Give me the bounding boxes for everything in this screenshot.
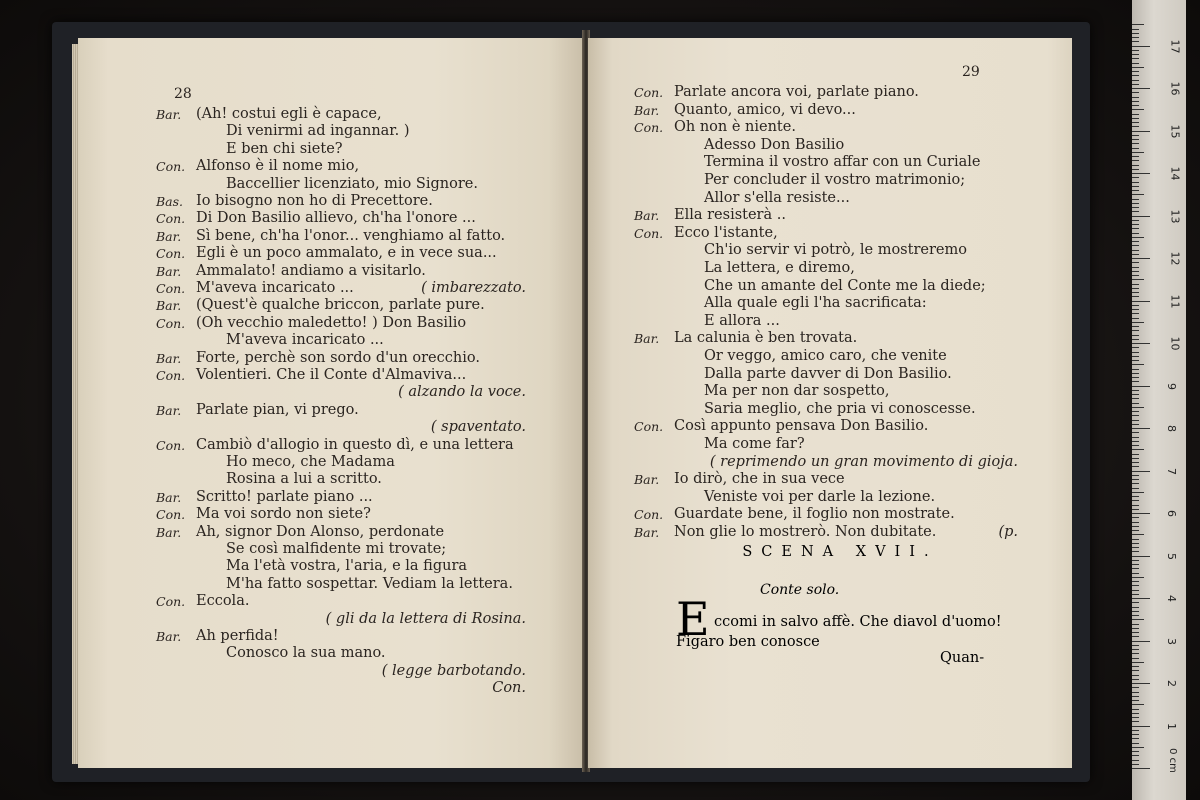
ruler-label: 11 (1168, 294, 1182, 308)
ruler-tick (1132, 534, 1144, 535)
ruler-tick (1132, 186, 1139, 187)
ruler-tick (1132, 556, 1150, 557)
verse-line: M'aveva incaricato ... (196, 280, 354, 296)
verse-line: M'aveva incaricato ... (226, 332, 384, 349)
ruler-tick (1132, 160, 1139, 161)
ruler-tick (1132, 658, 1139, 659)
verse-line: Di Don Basilio allievo, ch'ha l'onore ... (196, 210, 476, 227)
ruler-tick (1132, 46, 1150, 47)
left-page (78, 38, 584, 768)
verse-line: Allor s'ella resiste... (704, 189, 850, 206)
ruler-tick (1132, 199, 1139, 200)
verse-line: Ammalato! andiamo a visitarlo. (196, 262, 426, 279)
ruler-tick (1132, 653, 1139, 654)
ruler-unit-label: 0 cm (1166, 748, 1178, 773)
ruler-tick (1132, 165, 1139, 166)
stage-direction: ( gli da la lettera di Rosina. (325, 610, 526, 627)
ruler-tick (1132, 679, 1139, 680)
verse-line: Io dirò, che in sua vece (674, 471, 845, 488)
ruler-tick (1132, 284, 1139, 285)
ruler-tick (1132, 462, 1139, 463)
ruler-tick (1132, 500, 1139, 501)
ruler-tick (1132, 709, 1139, 710)
stage-direction: ( imbarezzato. (421, 280, 526, 296)
ruler-tick (1132, 135, 1139, 136)
ruler-label: 4 (1165, 595, 1178, 602)
verse-line: Ho meco, che Madama (226, 454, 395, 470)
verse-line: Ma per non dar sospetto, (704, 383, 890, 400)
speaker-label: Con. (634, 507, 664, 523)
ruler-tick (1132, 505, 1139, 506)
ruler-tick (1132, 381, 1139, 382)
speaker-label: Bar. (634, 331, 660, 347)
ruler-tick (1132, 143, 1139, 144)
verse-line: Dalla parte davver di Don Basilio. (704, 365, 952, 382)
ruler-label: 14 (1168, 166, 1182, 181)
ruler-tick (1132, 241, 1139, 242)
ruler-tick (1132, 598, 1150, 599)
verse-line: Sì bene, ch'ha l'onor... venghiamo al fatto. (196, 227, 506, 244)
verse-line: Ah perfida! (196, 628, 279, 644)
ruler-tick (1132, 41, 1139, 42)
speaker-label: Con. (634, 85, 664, 100)
verse-line: Se così malfidente mi trovate; (226, 541, 447, 557)
ruler-tick (1132, 207, 1139, 208)
ruler-tick (1132, 496, 1139, 497)
ruler-tick (1132, 513, 1150, 514)
ruler-tick (1132, 233, 1139, 234)
speaker-label: Con. (156, 368, 186, 383)
ruler-tick (1132, 24, 1144, 25)
ruler-tick (1132, 254, 1139, 255)
ruler-tick (1132, 611, 1139, 612)
speaker-label: Bar. (634, 525, 660, 540)
ruler-tick (1132, 101, 1139, 102)
verse-line: Ma voi sordo non siete? (196, 506, 371, 523)
stage-direction: Con. (492, 680, 526, 697)
ruler-tick (1132, 309, 1139, 310)
ruler-tick (1132, 734, 1139, 735)
verse-line: Ah, signor Don Alonso, perdonate (196, 523, 445, 540)
scene-subtitle: Conte solo. (760, 582, 840, 598)
verse-line: Alfonso è il nome mio, (196, 158, 360, 175)
verse-line: Oh non è niente. (674, 119, 796, 136)
ruler-tick (1132, 488, 1139, 489)
ruler-tick (1132, 670, 1139, 671)
speaker-label: Con. (156, 246, 186, 262)
ruler-tick (1132, 177, 1139, 178)
ruler-tick (1132, 628, 1139, 629)
verse-line: E allora ... (704, 312, 780, 329)
ruler-label: 15 (1168, 124, 1182, 138)
verse-line: Adesso Don Basilio (704, 136, 845, 153)
verse-line: Eccola. (196, 593, 250, 610)
ruler-tick (1132, 687, 1139, 688)
verse-line: Saria meglio, che pria vi conoscesse. (704, 400, 976, 417)
ruler-tick (1132, 109, 1144, 110)
ruler-tick (1132, 662, 1144, 663)
ruler-tick (1132, 296, 1139, 297)
ruler-label: 13 (1168, 209, 1182, 223)
ruler-tick (1132, 169, 1139, 170)
verse-line: Che un amante del Conte me la diede; (704, 277, 986, 294)
ruler-tick (1132, 458, 1139, 459)
speaker-label: Con. (634, 120, 664, 136)
ruler-tick (1132, 445, 1139, 446)
verse-line: Parlate ancora voi, parlate piano. (674, 84, 919, 100)
verse-line: Volentieri. Che il Conte d'Almaviva... (196, 367, 467, 383)
ruler-tick (1132, 424, 1139, 425)
ruler-tick (1132, 152, 1144, 153)
verse-line: Ma come far? (704, 436, 805, 452)
ruler-tick (1132, 675, 1139, 676)
ruler-tick (1132, 726, 1150, 727)
ruler-tick (1132, 747, 1144, 748)
verse-line: (Quest'è qualche briccon, parlate pure. (196, 297, 485, 314)
ruler-tick (1132, 97, 1139, 98)
verse-line: E ben chi siete? (226, 140, 343, 157)
ruler-tick (1132, 632, 1139, 633)
verse-line: Conosco la sua mano. (226, 645, 386, 662)
stage-direction: ( reprimendo un gran movimento di gioja. (709, 453, 1018, 470)
ruler-tick (1132, 428, 1150, 429)
verse-line: M'ha fatto sospettar. Vediam la lettera. (226, 575, 513, 592)
verse-line: Scritto! parlate piano ... (196, 488, 373, 505)
verse-line: Alla quale egli l'ha sacrificata: (704, 295, 927, 312)
ruler-tick (1132, 313, 1139, 314)
verse-line: Ecco l'istante, (674, 224, 778, 241)
ruler-tick (1132, 369, 1139, 370)
ruler-tick (1132, 543, 1139, 544)
ruler-tick (1132, 216, 1150, 217)
ruler-tick (1132, 479, 1139, 480)
ruler-tick (1132, 407, 1144, 408)
ruler-tick (1132, 730, 1139, 731)
ruler-label: 12 (1168, 251, 1182, 266)
ruler-tick (1132, 615, 1139, 616)
ruler-tick (1132, 568, 1139, 569)
ruler-tick (1132, 335, 1139, 336)
ruler-tick (1132, 364, 1144, 365)
ruler-label: 6 (1165, 510, 1178, 517)
ruler-tick (1132, 339, 1139, 340)
ruler-tick (1132, 271, 1139, 272)
speaker-label: Bar. (156, 489, 182, 505)
ruler-tick (1132, 517, 1139, 518)
verse-line: (Oh vecchio maledetto! ) Don Basilio (196, 314, 467, 331)
ruler-tick (1132, 92, 1139, 93)
speaker-label: Bar. (156, 629, 182, 644)
ruler-tick (1132, 118, 1139, 119)
verse-line: Ma l'età vostra, l'aria, e la figura (226, 558, 468, 575)
ruler-tick (1132, 475, 1139, 476)
ruler-tick (1132, 526, 1139, 527)
verse-line: Rosina a lui a scritto. (226, 471, 382, 488)
verse-line: Veniste voi per darle la lezione. (704, 488, 936, 505)
speaker-label: Bar. (156, 228, 182, 244)
ruler-tick (1132, 466, 1139, 467)
ruler-tick (1132, 360, 1139, 361)
ruler-tick (1132, 80, 1139, 81)
verse-line: Di venirmi ad ingannar. ) (226, 123, 410, 140)
speaker-label: Bar. (634, 472, 660, 488)
verse-line: Forte, perchè son sordo d'un orecchio. (196, 349, 480, 366)
ruler-tick (1132, 126, 1139, 127)
ruler-label: 5 (1165, 552, 1178, 560)
ruler-tick (1132, 411, 1139, 412)
ruler-tick (1132, 738, 1139, 739)
ruler-tick (1132, 539, 1139, 540)
verse-line: (Ah! costui egli è capace, (196, 106, 382, 122)
ruler-tick (1132, 492, 1144, 493)
ruler-tick (1132, 262, 1139, 263)
ruler-tick (1132, 224, 1139, 225)
ruler-tick (1132, 564, 1139, 565)
stage-direction: ( legge barbotando. (381, 662, 526, 679)
ruler-tick (1132, 441, 1139, 442)
ruler-tick (1132, 301, 1150, 302)
catchword: Quan- (940, 650, 985, 666)
ruler-tick (1132, 696, 1139, 697)
ruler-tick (1132, 114, 1139, 115)
ruler-tick (1132, 139, 1139, 140)
ruler-tick (1132, 483, 1139, 484)
ruler-label: 16 (1168, 81, 1182, 96)
ruler-tick (1132, 394, 1139, 395)
ruler-tick (1132, 326, 1139, 327)
ruler-tick (1132, 33, 1139, 34)
ruler-tick (1132, 721, 1139, 722)
speaker-label: Con. (156, 211, 186, 227)
scene-title: SCENA XVII. (742, 544, 938, 560)
ruler-tick (1132, 67, 1144, 68)
ruler-tick (1132, 203, 1139, 204)
ruler-tick (1132, 84, 1139, 85)
ruler-tick (1132, 624, 1139, 625)
ruler-tick (1132, 437, 1139, 438)
ruler-tick (1132, 717, 1139, 718)
ruler-tick (1132, 156, 1139, 157)
ruler-tick (1132, 194, 1144, 195)
ruler-tick (1132, 619, 1144, 620)
ruler-tick (1132, 131, 1150, 132)
ruler-label: 7 (1165, 467, 1178, 475)
ruler-tick (1132, 173, 1150, 174)
ruler-tick (1132, 573, 1139, 574)
speaker-label: Con. (156, 281, 186, 296)
ruler-tick (1132, 105, 1139, 106)
ruler-tick (1132, 330, 1139, 331)
verse-line: Ella resisterà .. (674, 207, 786, 224)
speaker-label: Bas. (156, 194, 184, 209)
ruler-tick (1132, 71, 1139, 72)
ruler-tick (1132, 530, 1139, 531)
ruler-tick (1132, 403, 1139, 404)
ruler-tick (1132, 122, 1139, 123)
ruler-tick (1132, 275, 1139, 276)
ruler-tick (1132, 585, 1139, 586)
ruler-tick (1132, 390, 1139, 391)
speaker-label: Bar. (634, 102, 660, 118)
ruler-tick (1132, 386, 1150, 387)
ruler-tick (1132, 577, 1144, 578)
ruler-tick (1132, 356, 1139, 357)
stage-direction: (p. (998, 524, 1018, 540)
ruler-tick (1132, 182, 1139, 183)
speaker-label: Bar. (156, 107, 182, 122)
verse-line: Così appunto pensava Don Basilio. (674, 418, 929, 435)
page-number-right: 29 (962, 64, 980, 80)
ruler-tick (1132, 713, 1139, 714)
verse-line: Non glie lo mostrerò. Non dubitate. (674, 524, 937, 540)
ruler-tick (1132, 755, 1139, 756)
verse-line: Cambiò d'allogio in questo dì, e una lettera (196, 436, 514, 453)
ruler-tick (1132, 148, 1139, 149)
ruler-tick (1132, 58, 1139, 59)
ruler-tick (1132, 432, 1139, 433)
ruler-tick (1132, 305, 1139, 306)
ruler-tick (1132, 641, 1150, 642)
ruler-tick (1132, 50, 1139, 51)
ruler-tick (1132, 318, 1139, 319)
ruler-label: 1 (1165, 722, 1178, 730)
stage-direction: ( spaventato. (430, 419, 526, 436)
ruler-tick (1132, 279, 1144, 280)
verse-line: Parlate pian, vi prego. (196, 401, 359, 418)
speaker-label: Con. (156, 437, 186, 453)
ruler-tick (1132, 471, 1150, 472)
ruler-tick (1132, 292, 1139, 293)
ruler-tick (1132, 692, 1139, 693)
verse-line: Termina il vostro affar con un Curiale (704, 154, 981, 171)
monologue-line: ccomi in salvo affè. Che diavol d'uomo! (714, 614, 1002, 630)
ruler-tick (1132, 602, 1139, 603)
speaker-label: Con. (156, 594, 186, 610)
ruler-tick (1132, 267, 1139, 268)
drop-cap: E (676, 592, 710, 646)
ruler-tick (1132, 250, 1139, 251)
verse-line: Quanto, amico, vi devo... (674, 101, 856, 118)
ruler-tick (1132, 415, 1139, 416)
speaker-label: Con. (634, 225, 664, 241)
ruler-label: 3 (1165, 637, 1178, 645)
ruler-tick (1132, 449, 1144, 450)
verse-line: Baccellier licenziato, mio Signore. (226, 175, 478, 192)
speaker-label: Con. (156, 159, 186, 175)
speaker-label: Bar. (156, 524, 182, 540)
ruler-tick (1132, 88, 1150, 89)
ruler-tick (1132, 509, 1139, 510)
ruler-tick (1132, 373, 1139, 374)
right-page (588, 38, 1072, 768)
page-number-left: 28 (174, 86, 192, 102)
ruler-tick (1132, 649, 1139, 650)
ruler-tick (1132, 700, 1139, 701)
monologue-line: Figaro ben conosce (676, 634, 820, 650)
ruler-tick (1132, 322, 1144, 323)
ruler-tick (1132, 768, 1150, 769)
verse-line: Ch'io servir vi potrò, le mostreremo (704, 242, 967, 259)
ruler-tick (1132, 220, 1139, 221)
ruler-tick (1132, 594, 1139, 595)
ruler-tick (1132, 398, 1139, 399)
verse-line: Io bisogno non ho di Precettore. (196, 193, 433, 209)
verse-line: Per concluder il vostro matrimonio; (704, 172, 966, 188)
speaker-label: Con. (634, 419, 664, 435)
ruler-tick (1132, 190, 1139, 191)
speaker-label: Bar. (156, 263, 182, 279)
speaker-label: Con. (156, 315, 186, 331)
speaker-label: Con. (156, 507, 186, 523)
ruler-tick (1132, 636, 1139, 637)
verse-line: Egli è un poco ammalato, e in vece sua... (196, 245, 497, 262)
ruler-tick (1132, 760, 1139, 761)
ruler-tick (1132, 245, 1139, 246)
speaker-label: Bar. (634, 208, 660, 224)
ruler-tick (1132, 54, 1139, 55)
verse-line: La calunia è ben trovata. (674, 330, 858, 347)
ruler-label: 10 (1168, 336, 1182, 351)
speaker-label: Bar. (156, 402, 182, 418)
ruler-tick (1132, 560, 1139, 561)
ruler-tick (1132, 551, 1139, 552)
ruler-tick (1132, 743, 1139, 744)
ruler-tick (1132, 288, 1139, 289)
ruler-label: 9 (1165, 382, 1178, 390)
ruler-tick (1132, 75, 1139, 76)
ruler-tick (1132, 581, 1139, 582)
ruler-tick (1132, 751, 1139, 752)
ruler-tick (1132, 420, 1139, 421)
ruler-label: 17 (1168, 39, 1182, 53)
ruler-tick (1132, 522, 1139, 523)
ruler-tick (1132, 666, 1139, 667)
ruler-tick (1132, 352, 1139, 353)
ruler-tick (1132, 37, 1139, 38)
ruler-tick (1132, 645, 1139, 646)
ruler-label: 2 (1165, 680, 1178, 687)
speaker-label: Bar. (156, 350, 182, 366)
ruler-tick (1132, 764, 1139, 765)
ruler-tick (1132, 347, 1139, 348)
ruler-tick (1132, 704, 1144, 705)
ruler-tick (1132, 607, 1139, 608)
verse-line: La lettera, e diremo, (704, 260, 855, 276)
ruler-tick (1132, 258, 1150, 259)
ruler-label: 8 (1165, 425, 1178, 432)
ruler-tick (1132, 454, 1139, 455)
ruler-tick (1132, 377, 1139, 378)
ruler-tick (1132, 228, 1139, 229)
ruler-tick (1132, 590, 1139, 591)
ruler-tick (1132, 547, 1139, 548)
speaker-label: Bar. (156, 298, 182, 314)
ruler-tick (1132, 29, 1139, 30)
ruler-tick (1132, 683, 1150, 684)
verse-line: Guardate bene, il foglio non mostrate. (674, 506, 955, 523)
verse-line: Or veggo, amico caro, che venite (704, 348, 947, 364)
stage-direction: ( alzando la voce. (398, 384, 526, 401)
ruler-tick (1132, 343, 1150, 344)
ruler-tick (1132, 237, 1144, 238)
ruler-tick (1132, 63, 1139, 64)
ruler-tick (1132, 211, 1139, 212)
